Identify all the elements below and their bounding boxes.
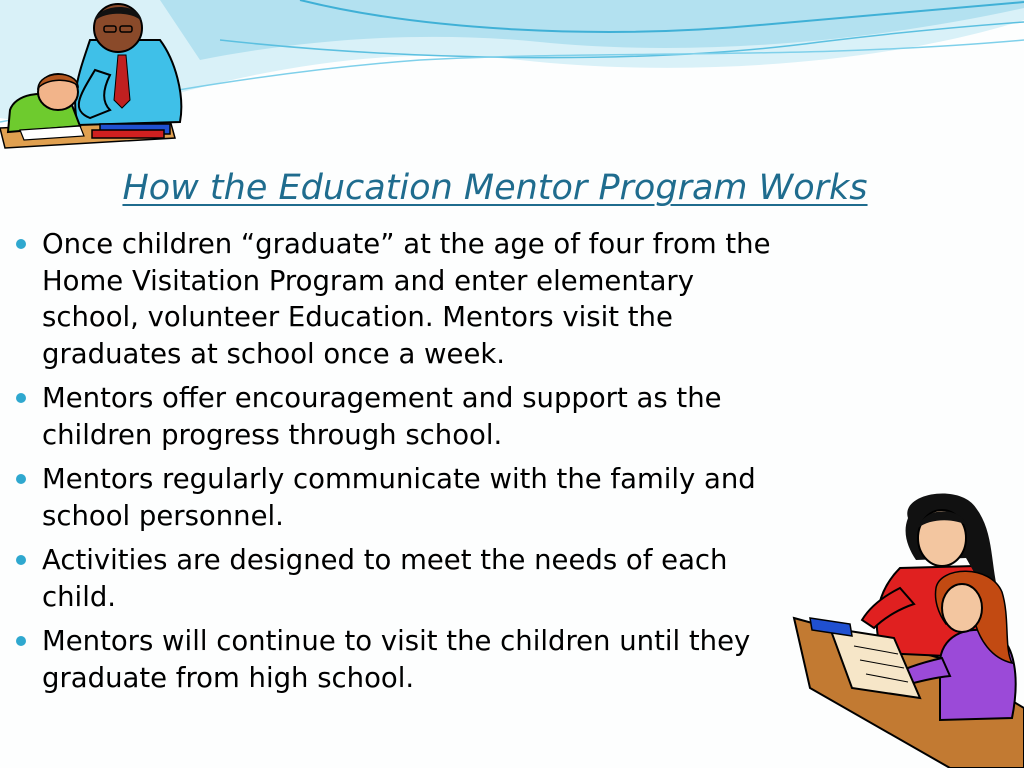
- bullet-item: [14, 623, 774, 696]
- bullet-text: Once children “graduate” at the age of four from the Home Visitation Program and enter elementary school, volunteer Education. Mentors visit the graduates at school once a week.: [42, 228, 771, 370]
- bullet-item: [14, 461, 774, 534]
- bullet-text: Mentors regularly communicate with the family and school personnel.: [42, 463, 756, 532]
- teacher-helping-boy-image: [0, 0, 220, 160]
- bullet-list: [14, 226, 774, 704]
- bullet-item: [14, 226, 774, 372]
- slide-title: How the Education Mentor Program Works: [122, 168, 868, 208]
- bullet-dot-icon: [16, 474, 26, 484]
- bullet-text: Mentors will continue to visit the children until they graduate from high school.: [42, 625, 751, 694]
- bullet-dot-icon: [16, 393, 26, 403]
- woman-helping-girl-image: [790, 488, 1024, 768]
- bullet-dot-icon: [16, 239, 26, 249]
- bullet-dot-icon: [16, 636, 26, 646]
- bullet-text: Mentors offer encouragement and support as the children progress through school.: [42, 382, 722, 451]
- bullet-item: [14, 542, 774, 615]
- bullet-text: Activities are designed to meet the needs of each child.: [42, 544, 728, 613]
- bullet-item: [14, 380, 774, 453]
- bullet-dot-icon: [16, 555, 26, 565]
